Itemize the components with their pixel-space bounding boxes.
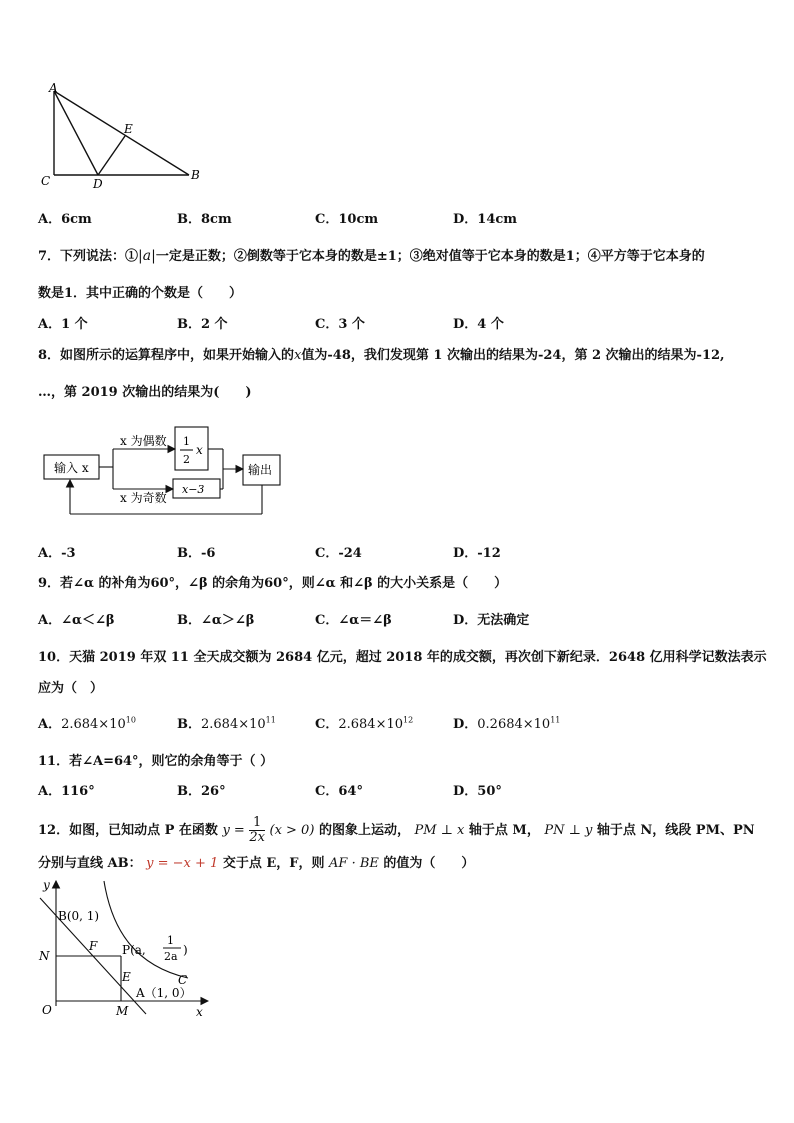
q11-option-b: B．26° [177, 784, 226, 799]
point-P-den: 2a [164, 950, 178, 963]
flow-minus: x−3 [182, 483, 205, 496]
q7-stem-line2: 数是1．其中正确的个数是（ ） [38, 286, 243, 301]
axis-x-label: x [196, 1005, 203, 1019]
flow-odd: x 为奇数 [120, 491, 167, 505]
q6-option-a: A．6cm [38, 212, 92, 227]
q10-option-d: D．$0.2684\times 10^{11}$ [453, 715, 561, 732]
point-F-label: F [89, 939, 98, 953]
triangle-figure [36, 82, 208, 194]
axis-y-label: y [43, 878, 50, 892]
q9-option-a: A．∠α＜∠β [38, 613, 115, 628]
q11-option-d: D．50° [453, 784, 502, 799]
label-A: A [49, 82, 58, 95]
point-N-label: N [39, 949, 50, 963]
q10-option-b: B．$2.684\times 10^{11}$ [177, 715, 276, 732]
q8-stem-line2: …，第 2019 次输出的结果为( ) [38, 385, 252, 400]
point-P-num: 1 [167, 934, 174, 947]
q7-option-b: B．2 个 [177, 317, 228, 332]
q8-option-b: B．-6 [177, 546, 216, 561]
q7-abs-a: |a| [138, 248, 156, 264]
flow-output: 输出 [248, 463, 273, 477]
flow-half-den: 2 [183, 453, 190, 466]
point-M-label: M [116, 1004, 129, 1018]
q6-option-c: C．10cm [315, 212, 379, 227]
origin-label: O [42, 1003, 52, 1017]
q8-stem-line1: 8．如图所示的运算程序中，如果开始输入的x值为-48，我们发现第 1 次输出的结果为-24，第 2 次输出的结果为-12, [38, 348, 725, 363]
point-B-label: B(0, 1) [58, 909, 100, 923]
q10-option-a: A．$2.684\times 10^{10}$ [38, 715, 136, 732]
q10-stem-line1: 10．天猫 2019 年双 11 全天成交额为 2684 亿元，超过 2018 年的成交额，再次创下新纪录．2648 亿用科学记数法表示 [38, 650, 767, 665]
curve-C-label: C [178, 973, 188, 987]
q11-option-a: A．116° [38, 784, 95, 799]
q12-stem-line2: 分别与直线 AB： y = −x + 1 交于点 E，F，则 AF · BE 的值为（ ） [38, 856, 475, 871]
label-D: D [93, 177, 103, 191]
label-C: C [41, 174, 51, 188]
point-A-label: A（1, 0） [136, 986, 192, 1000]
q10-stem-line2: 应为（ ） [38, 681, 104, 696]
q6-option-b: B．8cm [177, 212, 232, 227]
q9-option-c: C．∠α＝∠β [315, 613, 392, 628]
flowchart [40, 424, 290, 520]
q7-option-d: D．4 个 [453, 317, 504, 332]
point-E-label: E [122, 970, 131, 984]
q9-stem: 9．若∠α 的补角为60°，∠β 的余角为60°，则∠α 和∠β 的大小关系是（ ） [38, 576, 508, 591]
q10-option-c: C．$2.684\times 10^{12}$ [315, 715, 414, 732]
q11-option-c: C．64° [315, 784, 363, 799]
point-P-label: P(a, [122, 943, 146, 957]
flow-half-num: 1 [183, 435, 190, 448]
coordinate-figure [36, 876, 216, 1021]
q8-option-d: D．-12 [453, 546, 501, 561]
label-E: E [124, 122, 133, 136]
q11-stem: 11．若∠A=64°，则它的余角等于（ ） [38, 754, 274, 769]
q8-option-a: A．-3 [38, 546, 76, 561]
q9-option-b: B．∠α＞∠β [177, 613, 255, 628]
point-P-end: ) [183, 943, 188, 957]
q8-option-c: C．-24 [315, 546, 362, 561]
flow-even: x 为偶数 [120, 434, 167, 448]
flow-half-var: x [196, 443, 203, 457]
q7-option-c: C．3 个 [315, 317, 365, 332]
q12-stem-line1: 12．如图，已知动点 P 在函数 y = $\frac{1}{2x}$ (x > 0) 的图象上运动， PM ⊥ x 轴于点 M， PN ⊥ y 轴于点 N，线段 PM、PN [38, 815, 755, 845]
q7-stem-line1: 7．下列说法：①|a|一定是正数；②倒数等于它本身的数是±1；③绝对值等于它本身的数是1；④平方等于它本身的 [38, 248, 705, 264]
q7-option-a: A．1 个 [38, 317, 88, 332]
label-B: B [191, 168, 200, 182]
flow-input: 输入 x [54, 461, 89, 475]
q9-option-d: D．无法确定 [453, 613, 530, 628]
q6-option-d: D．14cm [453, 212, 518, 227]
